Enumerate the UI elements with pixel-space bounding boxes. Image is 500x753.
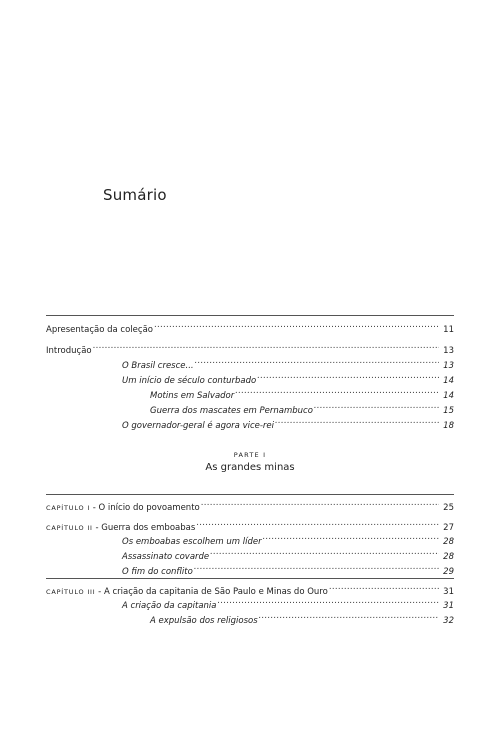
entry-label: Introdução: [46, 346, 92, 356]
leader-dots: [195, 354, 439, 368]
chapter-prefix: CAPÍTULO I: [46, 504, 91, 512]
toc-entry-apresentacao[interactable]: [46, 318, 454, 335]
divider: [46, 315, 454, 316]
entry-label: Os emboabas escolhem um líder: [122, 537, 262, 547]
entry-page: 13: [443, 346, 454, 356]
leader-dots: [196, 516, 439, 530]
entry-page: 13: [443, 361, 454, 371]
page-title: Sumário: [103, 186, 167, 204]
toc-entry-capitulo-1[interactable]: [46, 496, 454, 513]
entry-label: Motins em Salvador: [150, 391, 235, 401]
entry-label: [46, 501, 200, 515]
leader-dots: [259, 609, 439, 623]
chapter-title: - Guerra dos emboabas: [92, 523, 196, 533]
leader-dots: [217, 594, 439, 608]
entry-page: 18: [443, 421, 454, 431]
toc-entry-emboabas-lider[interactable]: [122, 530, 454, 547]
entry-page: 14: [443, 391, 454, 401]
leader-dots: [257, 369, 439, 383]
leader-dots: [210, 545, 439, 559]
entry-page: 29: [443, 567, 454, 577]
entry-page: 31: [443, 601, 454, 611]
toc-entry-capitulo-3[interactable]: [46, 580, 454, 597]
entry-label: Um início de século conturbado: [122, 376, 257, 386]
toc-entry-guerra-mascates[interactable]: [150, 399, 454, 416]
entry-label: Assassinato covarde: [122, 552, 210, 562]
toc-entry-fim-conflito[interactable]: [122, 560, 454, 577]
toc-entry-inicio-seculo[interactable]: [122, 369, 454, 386]
entry-label: O Brasil cresce...: [122, 361, 194, 371]
entry-page: 32: [443, 616, 454, 626]
leader-dots: [194, 560, 439, 574]
toc-entry-motins-salvador[interactable]: [150, 384, 454, 401]
entry-label: O fim do conflito: [122, 567, 193, 577]
leader-dots: [314, 399, 439, 413]
toc-entry-expulsao-religiosos[interactable]: [150, 609, 454, 626]
chapter-title: - A criação da capitania de São Paulo e Minas do Ouro: [95, 587, 328, 597]
leader-dots: [154, 318, 439, 332]
toc-entry-introducao[interactable]: [46, 339, 454, 356]
toc-entry-vice-rei[interactable]: [122, 414, 454, 431]
leader-dots: [329, 580, 439, 594]
entry-page: 25: [443, 503, 454, 513]
entry-label: O governador-geral é agora vice-rei: [122, 421, 275, 431]
entry-page: 27: [443, 523, 454, 533]
entry-page: 31: [443, 587, 454, 597]
chapter-title: - O início do povoamento: [90, 503, 200, 513]
chapter-prefix: CAPÍTULO II: [46, 524, 93, 532]
entry-page: 15: [443, 406, 454, 416]
part-title: As grandes minas: [205, 462, 295, 473]
divider: [46, 494, 454, 495]
leader-dots: [235, 384, 439, 398]
leader-dots: [263, 530, 439, 544]
leader-dots: [93, 339, 439, 353]
toc-entry-capitulo-2[interactable]: [46, 516, 454, 533]
entry-label: Apresentação da coleção: [46, 325, 153, 335]
divider: [46, 578, 454, 579]
toc-entry-brasil-cresce[interactable]: [122, 354, 454, 371]
leader-dots: [275, 414, 439, 428]
toc-entry-criacao-capitania[interactable]: [122, 594, 454, 611]
chapter-prefix: CAPÍTULO III: [46, 588, 96, 596]
entry-label: A expulsão dos religiosos: [150, 616, 258, 626]
leader-dots: [201, 496, 439, 510]
part-label: PARTE I: [233, 451, 267, 459]
entry-label: Guerra dos mascates em Pernambuco: [150, 406, 313, 416]
entry-page: 28: [443, 552, 454, 562]
entry-label: A criação da capitania: [122, 601, 217, 611]
entry-page: 28: [443, 537, 454, 547]
entry-page: 11: [443, 325, 454, 335]
entry-page: 14: [443, 376, 454, 386]
toc-entry-assassinato[interactable]: [122, 545, 454, 562]
